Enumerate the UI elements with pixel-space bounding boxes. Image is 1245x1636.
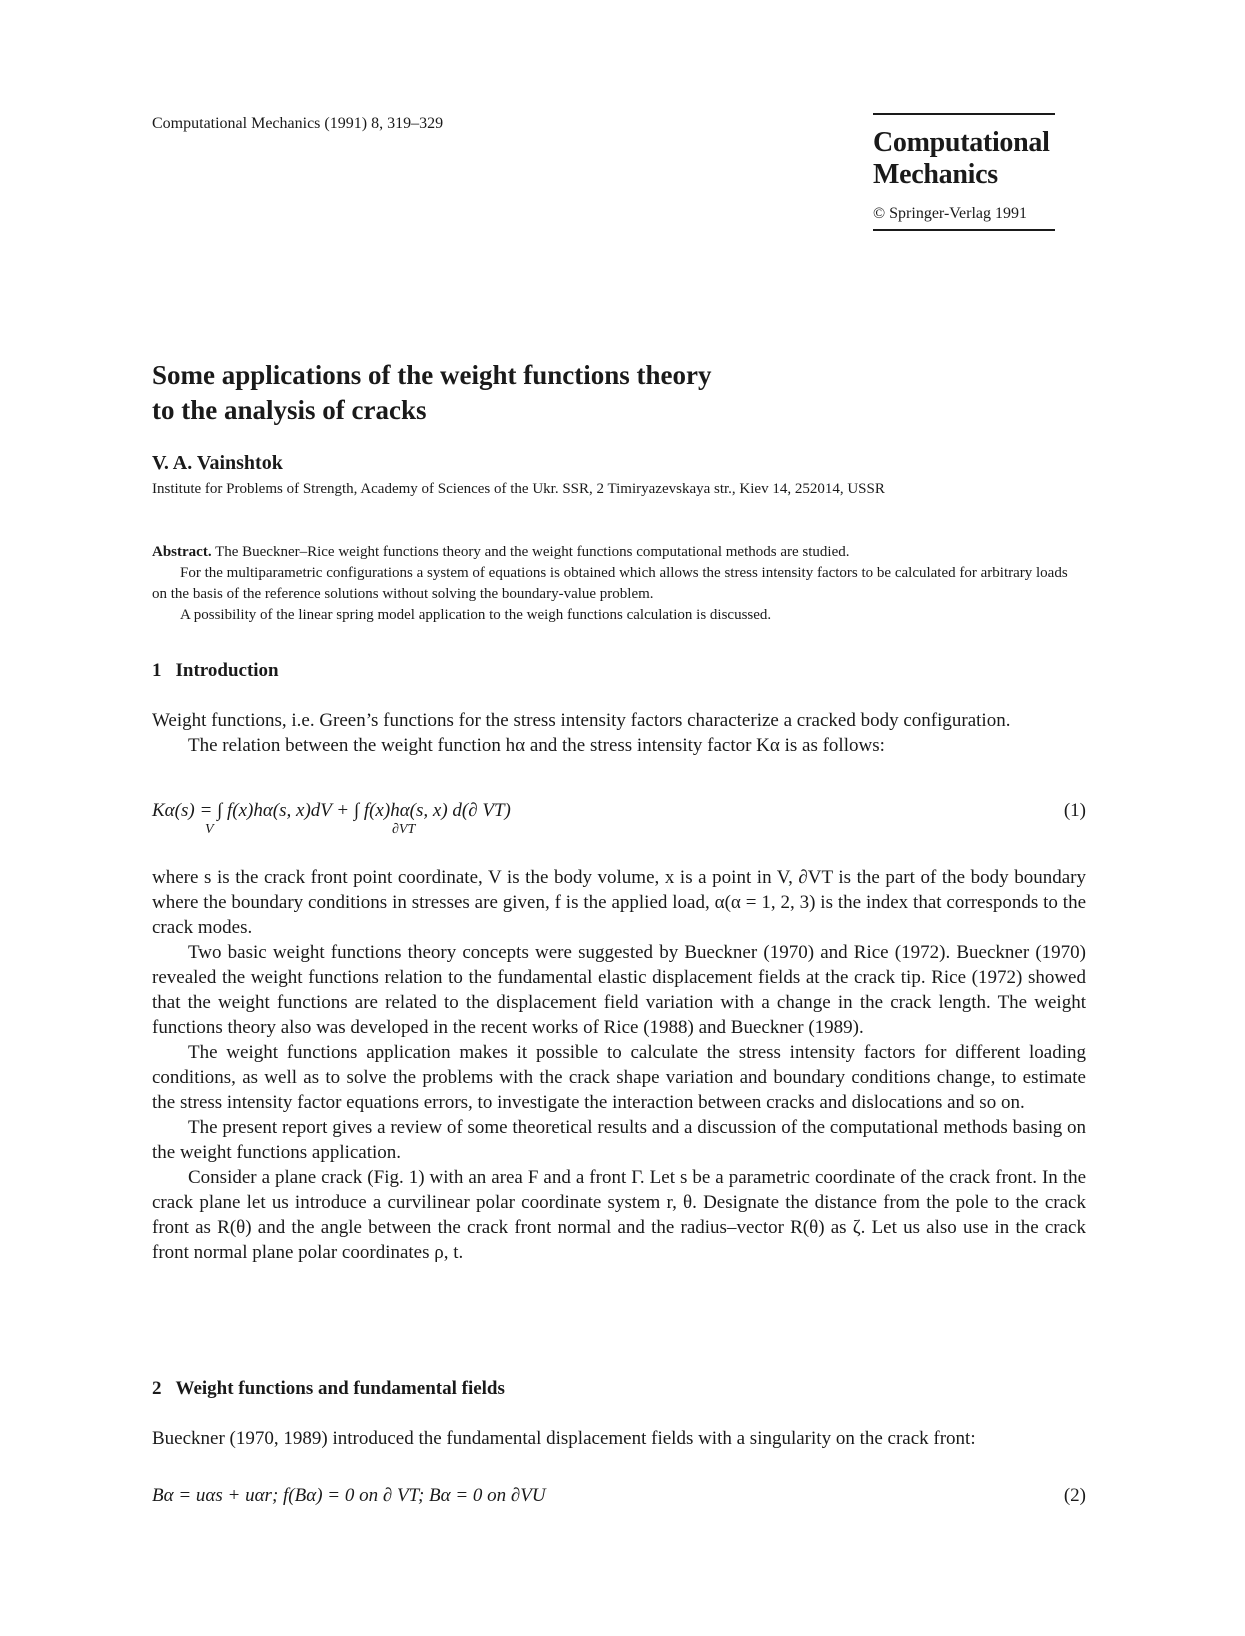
title-line-2: to the analysis of cracks: [152, 395, 427, 425]
equation-1-body: Kα(s) = ∫ f(x)hα(s, x)dV + ∫ f(x)hα(s, x) d(∂ VT): [152, 800, 511, 821]
equation-1-limit-v: V: [205, 822, 214, 837]
abstract-paragraph: For the multiparametric configurations a system of equations is obtained which allows the stress intensity factors to be calculated for arbitrary loads on the basis of the reference solutions without solving the boundary-value problem.: [152, 565, 1068, 602]
introduction-text-a: [152, 708, 1086, 758]
equation-2-number: (2): [1063, 1485, 1086, 1506]
equation-1-number: (1): [1063, 800, 1086, 821]
author-affiliation: Institute for Problems of Strength, Academy of Sciences of the Ukr. SSR, 2 Timiryazevskaya str., Kiev 14, 252014, USSR: [152, 481, 885, 497]
author-name: V. A. Vainshtok: [152, 452, 283, 474]
paragraph: Consider a plane crack (Fig. 1) with an area F and a front Γ. Let s be a parametric coordinate of the crack front. In the crack plane let us introduce a curvilinear polar coordinate system r, θ. Designate the distance from the pole to the crack front as R(θ) and the angle between the crack front normal and the radius–vector R(θ) as ζ. Let us also use in the crack front normal plane polar coordinates ρ, t.: [152, 1167, 1086, 1263]
paragraph: Two basic weight functions theory concepts were suggested by Bueckner (1970) and Rice (1972). Bueckner (1970) revealed the weight functions relation to the fundamental elastic displacement fields at the crack tip. Rice (1972) showed that the weight functions are related to the displacement field variation with a change in the crack length. The weight functions theory also was developed in the recent works of Rice (1988) and Bueckner (1989).: [152, 942, 1086, 1038]
introduction-text-b: [152, 865, 1086, 1265]
abstract-paragraph: [152, 542, 1086, 563]
abstract-label: Abstract.: [152, 544, 212, 560]
section-heading-introduction: [152, 660, 279, 682]
abstract-text-1: The Bueckner–Rice weight functions theory and the weight functions computational methods are studied.: [215, 544, 850, 560]
section-number: 1: [152, 660, 162, 681]
section-heading-weight-functions: [152, 1378, 505, 1400]
equation-2-body: Bα = uαs + uαr; f(Bα) = 0 on ∂ VT; Bα = 0 on ∂VU: [152, 1485, 546, 1506]
abstract: [152, 542, 1086, 626]
paper-title: [152, 358, 712, 428]
paragraph: Weight functions, i.e. Green’s functions for the stress intensity factors characterize a cracked body configuration.: [152, 710, 1011, 731]
section-title: Introduction: [175, 660, 279, 681]
section2-text: [152, 1426, 1086, 1451]
journal-name-line2: Mechanics: [873, 159, 998, 190]
paragraph: Bueckner (1970, 1989) introduced the fundamental displacement fields with a singularity on the crack front:: [152, 1428, 976, 1449]
paragraph: where s is the crack front point coordinate, V is the body volume, x is a point in V, ∂VT is the part of the body boundary where the boundary conditions in stresses are given, f is the applied load, α(α = 1, 2, 3) is the index that corresponds to the crack modes.: [152, 867, 1086, 938]
paragraph: The weight functions application makes it possible to calculate the stress intensity factors for different loading conditions, as well as to solve the problems with the crack shape variation and boundary conditions change, to estimate the stress intensity factor equations errors, to investigate the interaction between cracks and dislocations and so on.: [152, 1042, 1086, 1113]
journal-citation: Computational Mechanics (1991) 8, 319–329: [152, 115, 444, 132]
copyright-notice: © Springer-Verlag 1991: [873, 205, 1028, 222]
paragraph: The present report gives a review of some theoretical results and a discussion of the computational methods basing on the weight functions application.: [152, 1117, 1086, 1163]
section-number: 2: [152, 1378, 162, 1399]
equation-1-limit-dvt: ∂VT: [392, 822, 416, 837]
section-title: Weight functions and fundamental fields: [175, 1378, 505, 1399]
journal-logo-box: [873, 113, 1055, 231]
journal-name-line1: Computational: [873, 127, 1050, 158]
paragraph: The relation between the weight function hα and the stress intensity factor Kα is as follows:: [188, 735, 885, 756]
abstract-paragraph: A possibility of the linear spring model application to the weigh functions calculation is discussed.: [180, 607, 772, 623]
title-line-1: Some applications of the weight functions theory: [152, 360, 712, 390]
equation-1: [152, 800, 1086, 837]
equation-2: [152, 1485, 1086, 1507]
